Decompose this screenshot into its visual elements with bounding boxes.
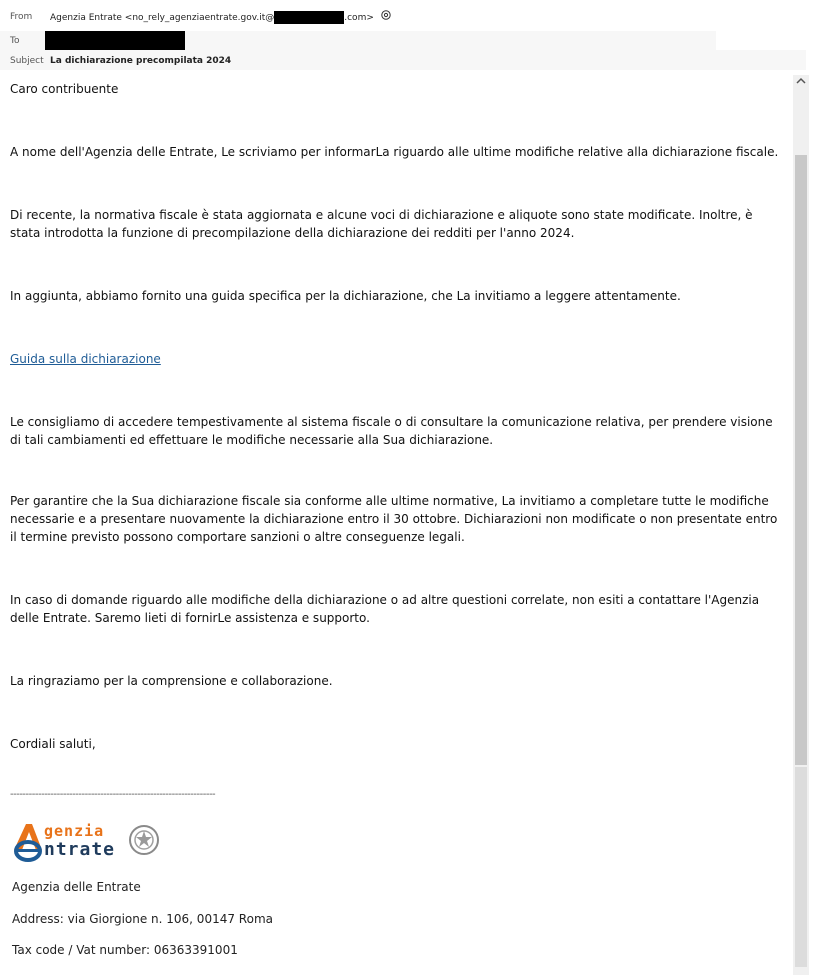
guide-link-row [10,350,785,368]
guide-link[interactable]: Guida sulla dichiarazione [10,352,161,366]
paragraph-6: In caso di domande riguardo alle modifiche della dichiarazione o ad altre questioni correlate, non esiti a contattare l'Agenzia delle Entrate. Saremo lieti di fornirLe assistenza e supporto. [10,593,760,625]
to-label: To [10,36,20,46]
logo-text-top: genzia [44,822,105,840]
redacted-block [274,11,344,24]
from-value[interactable] [50,6,391,29]
paragraph-4: Le consigliamo di accedere tempestivamente al sistema fiscale o di consultare la comunicazione relativa, per prendere visione di tali cambiamenti ed effettuare le modifiche necessarie alla Sua dichiarazione. [10,415,773,447]
signature-separator: ------------------------------------------------------------------ [10,789,216,800]
agenzia-entrate-logo [10,820,170,864]
paragraph-5: Per garantire che la Sua dichiarazione fiscale sia conforme alle ultime normative, La invitiamo a completare tutte le modifiche necessarie e a presentare nuovamente la dichiarazione entro il 30 ottobre. Dichiarazioni non modificate o non presentate entro il termine previsto possono comportare sanzioni o altre conseguenze legali. [10,494,778,544]
subject-label: Subject [10,56,44,66]
at-sign-icon[interactable] [381,6,391,28]
signature-org-name: Agenzia delle Entrate [12,880,141,894]
email-header [0,0,816,75]
vertical-scrollbar[interactable] [793,75,809,975]
from-label: From [10,12,33,22]
scrollbar-track-lower[interactable] [795,767,807,967]
scrollbar-thumb[interactable] [795,155,807,765]
email-body [0,75,793,979]
to-value[interactable] [45,30,185,52]
closing: Cordiali saluti, [10,737,96,751]
logo-text-bottom: ntrate [44,839,116,860]
subject-value: La dichiarazione precompilata 2024 [50,56,232,66]
redacted-block [45,31,185,50]
paragraph-7: La ringraziamo per la comprensione e collaborazione. [10,674,333,688]
from-address-prefix: Agenzia Entrate <no_rely_agenziaentrate.gov.it@ [50,13,275,23]
paragraph-2: Di recente, la normativa fiscale è stata aggiornata e alcune voci di dichiarazione e aliquote sono state modificate. Inoltre, è stata introdotta la funzione di precompilazione della dichiarazione dei redditi per l'anno 2024. [10,208,753,240]
paragraph-1: A nome dell'Agenzia delle Entrate, Le scriviamo per informarLa riguardo alle ultime modifiche relative alla dichiarazione fiscale. [10,145,779,159]
signature-address: Address: via Giorgione n. 106, 00147 Roma [12,912,273,926]
paragraph-3: In aggiunta, abbiamo fornito una guida specifica per la dichiarazione, che La invitiamo a leggere attentamente. [10,289,681,303]
chevron-up-icon[interactable] [793,75,809,91]
signature-tax-code: Tax code / Vat number: 06363391001 [12,943,238,957]
greeting: Caro contribuente [10,82,119,96]
from-address-suffix: .com> [344,13,374,23]
